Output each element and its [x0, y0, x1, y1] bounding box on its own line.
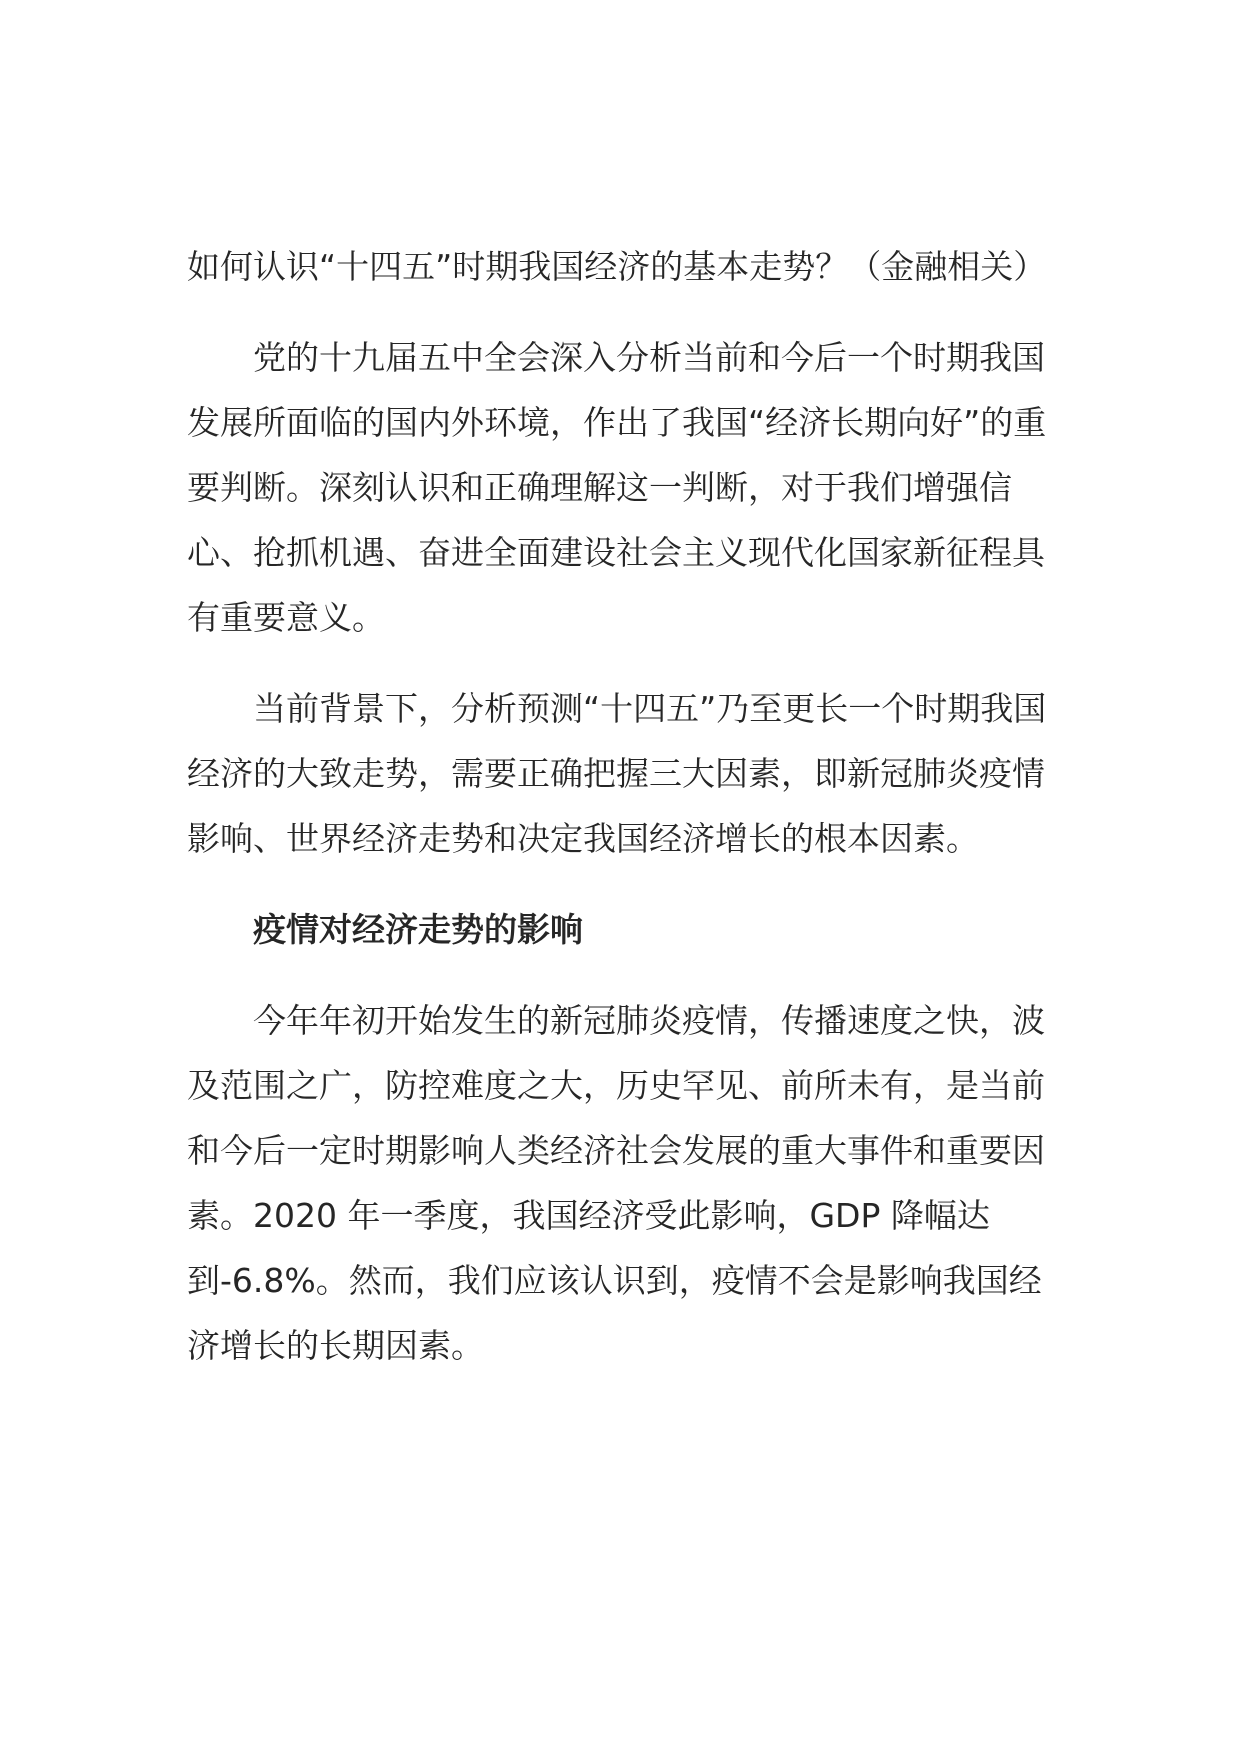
section-heading: 疫情对经济走势的影响: [253, 910, 583, 949]
document-body: [187, 234, 1055, 1378]
document-title: 如何认识“十四五”时期我国经济的基本走势？（金融相关）: [187, 247, 1047, 286]
intro-paragraph: 党的十九届五中全会深入分析当前和今后一个时期我国发展所面临的国内外环境，作出了我国“经济长期向好”的重要判断。深刻认识和正确理解这一判断，对于我们增强信心、抢抓机遇、奋进全面建设社会主义现代化国家新征程具有重要意义。: [187, 338, 1047, 637]
section-paragraph: 今年年初开始发生的新冠肺炎疫情，传播速度之快，波及范围之广，防控难度之大，历史罕见、前所未有，是当前和今后一定时期影响人类经济社会发展的重大事件和重要因素。2020 年一季度，我国经济受此影响，GDP 降幅达到-6.8%。然而，我们应该认识到，疫情不会是影响我国经济增长的长期因素。: [187, 1001, 1045, 1365]
background-paragraph: 当前背景下，分析预测“十四五”乃至更长一个时期我国经济的大致走势，需要正确把握三大因素，即新冠肺炎疫情影响、世界经济走势和决定我国经济增长的根本因素。: [187, 689, 1047, 858]
